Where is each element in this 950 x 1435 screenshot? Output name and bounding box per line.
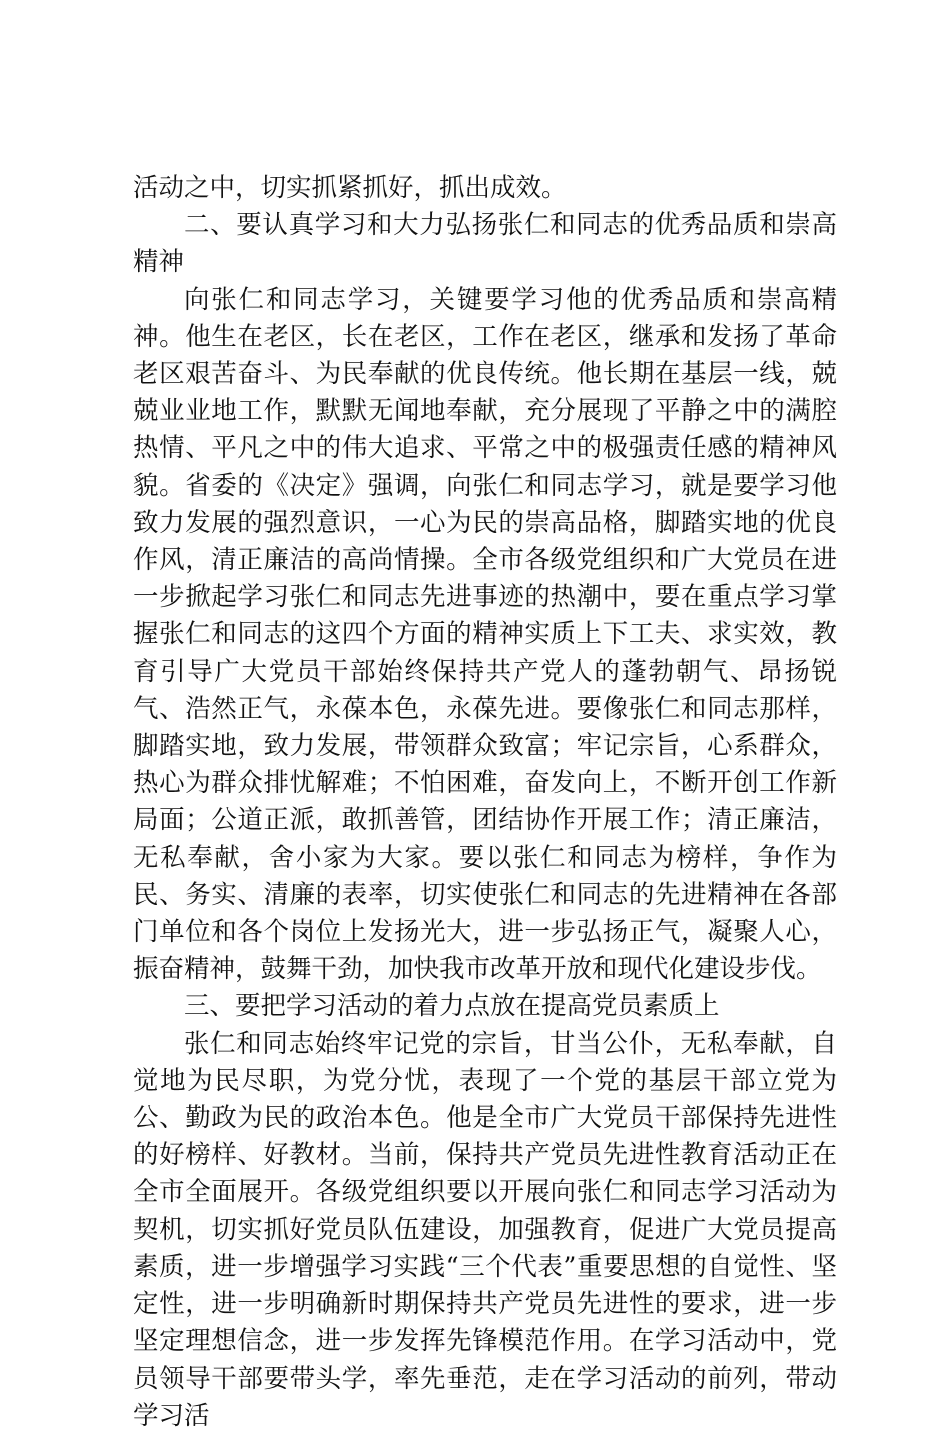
document-page <box>133 170 837 1435</box>
paragraph-body: 向张仁和同志学习，关键要学习他的优秀品质和崇高精神。他生在老区，长在老区，工作在老区，继承和发扬了革命老区艰苦奋斗、为民奉献的优良传统。他长期在基层一线，兢兢业业地工作，默默无闻地奉献，充分展现了平静之中的满腔热情、平凡之中的伟大追求、平常之中的极强责任感的精神风貌。省委的《决定》强调，向张仁和同志学习，就是要学习他致力发展的强烈意识，一心为民的崇高品格，脚踏实地的优良作风，清正廉洁的高尚情操。全市各级党组织和广大党员在进一步掀起学习张仁和同志先进事迹的热潮中，要在重点学习掌握张仁和同志的这四个方面的精神实质上下工夫、求实效，教育引导广大党员干部始终保持共产党人的蓬勃朝气、昂扬锐气、浩然正气，永葆本色，永葆先进。要像张仁和同志那样，脚踏实地，致力发展，带领群众致富；牢记宗旨，心系群众，热心为群众排忧解难；不怕困难，奋发向上，不断开创工作新局面；公道正派，敢抓善管，团结协作开展工作；清正廉洁，无私奉献，舍小家为大家。要以张仁和同志为榜样，争作为民、务实、清廉的表率，切实使张仁和同志的先进精神在各部门单位和各个岗位上发扬光大，进一步弘扬正气，凝聚人心，振奋精神，鼓舞干劲，加快我市改革开放和现代化建设步伐。 <box>133 284 837 985</box>
section-heading-3: 三、要把学习活动的着力点放在提高党员素质上 <box>184 991 720 1022</box>
section-heading-2: 二、要认真学习和大力弘扬张仁和同志的优秀品质和崇高精神 <box>133 210 837 278</box>
paragraph-continuation: 活动之中，切实抓紧抓好，抓出成效。 <box>133 173 567 203</box>
paragraph-body: 张仁和同志始终牢记党的宗旨，甘当公仆，无私奉献，自觉地为民尽职，为党分忧，表现了一个党的基层干部立党为公、勤政为民的政治本色。他是全市广大党员干部保持先进性的好榜样、好教材。当前，保持共产党员先进性教育活动正在全市全面展开。各级党组织要以开展向张仁和同志学习活动为契机，切实抓好党员队伍建设，加强教育，促进广大党员提高素质，进一步增强学习实践“三个代表”重要思想的自觉性、坚定性，进一步明确新时期保持共产党员先进性的要求，进一步坚定理想信念，进一步发挥先锋模范作用。在学习活动中，党员领导干部要带头学，率先垂范，走在学习活动的前列，带动学习活 <box>133 1028 837 1431</box>
